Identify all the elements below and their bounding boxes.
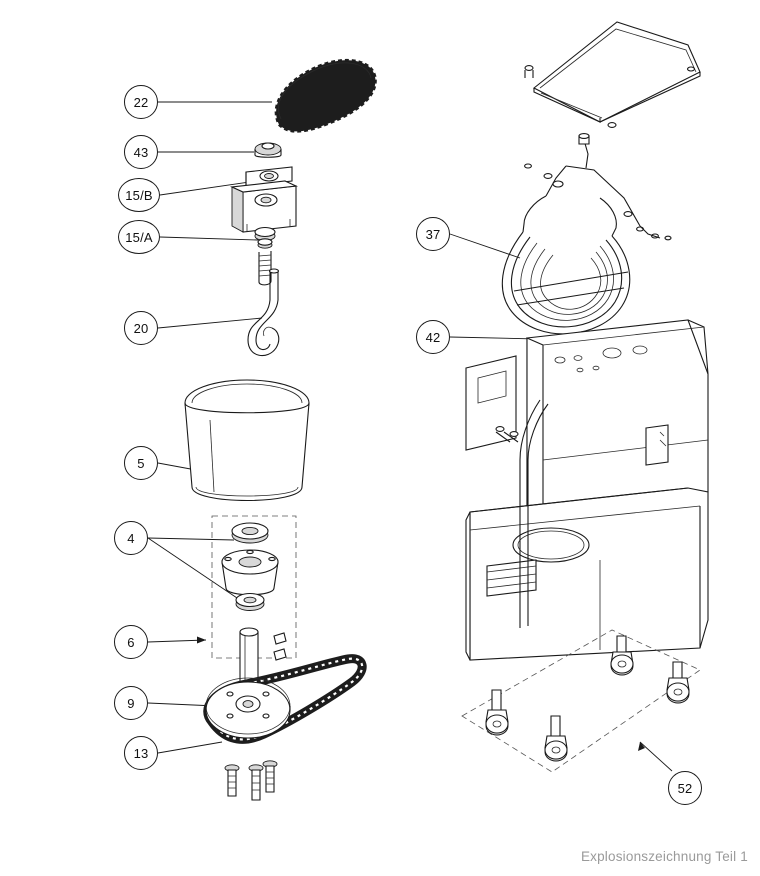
callout-label: 5: [137, 455, 145, 471]
callout-52[interactable]: [668, 771, 702, 805]
drawing-caption: Explosionszeichnung Teil 1: [580, 849, 748, 864]
callout-43[interactable]: [124, 135, 158, 169]
part-top-cover-panel: [525, 22, 700, 127]
callout-label: 4: [127, 530, 135, 546]
callout-label: 37: [425, 226, 441, 242]
part-nut-small: [255, 143, 281, 157]
part-mixing-bowl: [185, 380, 309, 501]
part-drive-chain-upper: [275, 59, 377, 132]
callout-label: 42: [425, 329, 441, 345]
callout-label: 9: [127, 695, 135, 711]
part-bearing-assembly: [222, 523, 278, 611]
part-bearing-housing: [232, 181, 296, 232]
callout-label: 43: [133, 144, 149, 160]
callout-42[interactable]: [416, 320, 450, 354]
callout-9[interactable]: [114, 686, 148, 720]
part-bowl-guard-grid: [502, 134, 671, 334]
callout-label: 22: [133, 94, 149, 110]
callout-15a[interactable]: [118, 220, 160, 254]
callout-label: 52: [677, 780, 693, 796]
callout-label: 6: [127, 634, 135, 650]
callout-20[interactable]: [124, 311, 158, 345]
callout-13[interactable]: [124, 736, 158, 770]
callout-label: 20: [133, 320, 149, 336]
callout-label: 13: [133, 745, 149, 761]
callout-label: 15/B: [125, 187, 153, 203]
callout-37[interactable]: [416, 217, 450, 251]
callout-22[interactable]: [124, 85, 158, 119]
part-drive-pulley: [206, 678, 290, 738]
callout-6[interactable]: [114, 625, 148, 659]
callout-15b[interactable]: [118, 178, 160, 212]
callout-4[interactable]: [114, 521, 148, 555]
callout-label: 15/A: [125, 229, 153, 245]
part-washer-stack: [255, 228, 275, 285]
part-keys: [274, 633, 286, 660]
part-spiral-hook-arm: [248, 269, 279, 356]
part-bolt-set: [225, 761, 277, 800]
callout-5[interactable]: [124, 446, 158, 480]
